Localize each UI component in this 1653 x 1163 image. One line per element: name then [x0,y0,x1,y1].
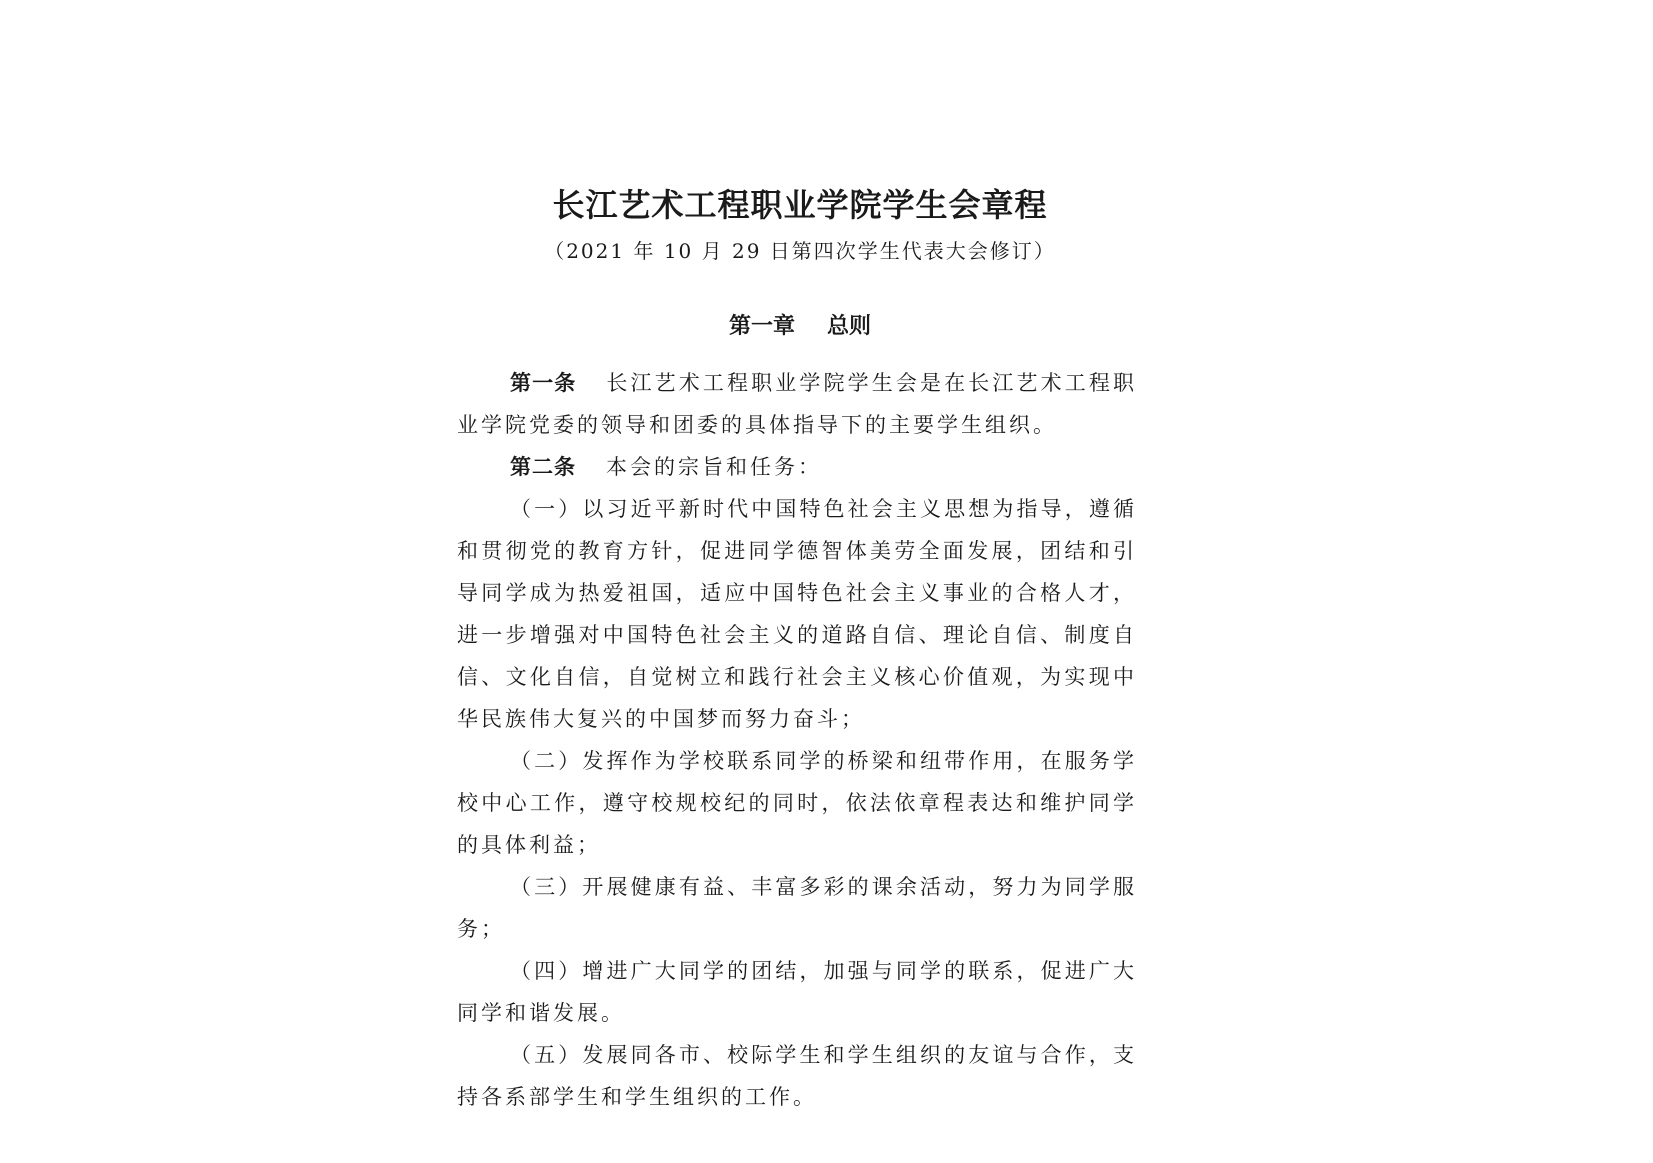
article-label: 第二条 [510,455,576,479]
document-subtitle: （2021 年 10 月 29 日第四次学生代表大会修订） [544,239,1056,263]
article-text: 长江艺术工程职业学院学生会是在长江艺术工程职业学院党委的领导和团委的具体指导下的主要学生组织。 [457,371,1137,437]
document-body [457,362,1137,1118]
document-title: 长江艺术工程职业学院学生会章程 [552,186,1048,224]
list-item: （三）开展健康有益、丰富多彩的课余活动，努力为同学服务； [457,875,1137,941]
chapter-name: 总则 [827,314,872,339]
list-item: （五）发展同各市、校际学生和学生组织的友谊与合作，支持各系部学生和学生组织的工作。 [457,1043,1137,1109]
article-2 [457,446,1137,488]
article-text: 本会的宗旨和任务： [606,455,822,479]
article-1 [457,362,1137,446]
chapter-heading [0,312,1600,342]
article-label: 第一条 [510,371,577,395]
list-item: （一）以习近平新时代中国特色社会主义思想为指导，遵循和贯彻党的教育方针，促进同学德智体美劳全面发展，团结和引导同学成为热爱祖国，适应中国特色社会主义事业的合格人才，进一步增强对中国特色社会主义的道路自信、理论自信、制度自信、文化自信，自觉树立和践行社会主义核心价值观，为实现中华民族伟大复兴的中国梦而努力奋斗； [457,497,1137,731]
list-item: （四）增进广大同学的团结，加强与同学的联系，促进广大同学和谐发展。 [457,959,1137,1025]
chapter-number: 第一章 [728,314,795,339]
list-item: （二）发挥作为学校联系同学的桥梁和纽带作用，在服务学校中心工作，遵守校规校纪的同时，依法依章程表达和维护同学的具体利益； [457,749,1137,857]
